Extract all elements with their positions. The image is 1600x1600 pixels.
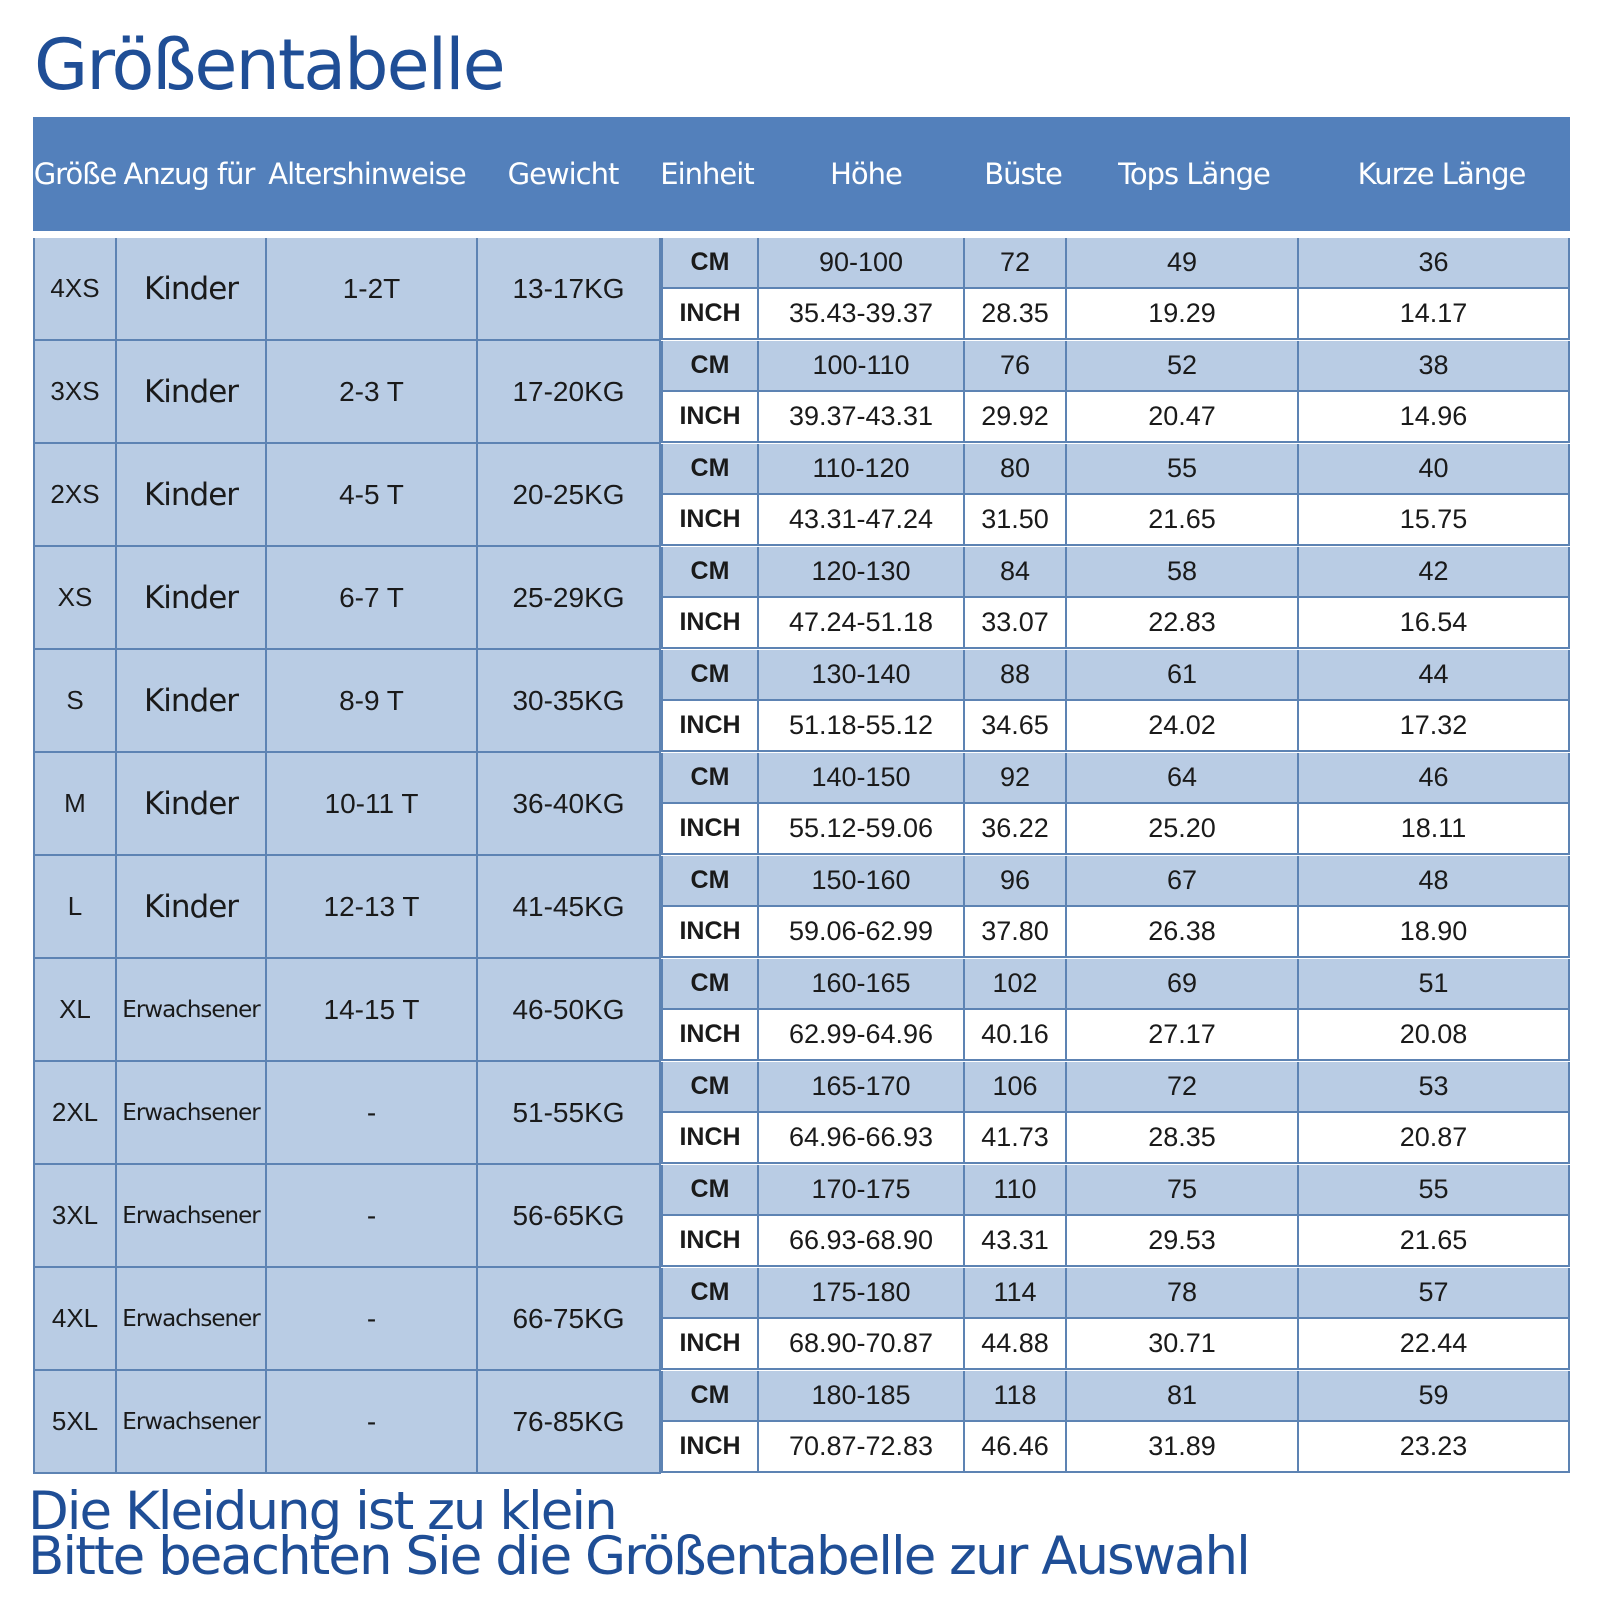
short-length-cell: 51 [1299,959,1570,1010]
weight-cell: 30-35KG [478,650,661,753]
unit-cell: CM [661,1165,759,1216]
tops-length-cell: 19.29 [1067,289,1299,340]
tops-length-cell: 24.02 [1067,701,1299,752]
height-cell: 170-175 [759,1165,965,1216]
short-length-cell: 40 [1299,444,1570,495]
unit-cell: CM [661,1371,759,1422]
height-cell: 160-165 [759,959,965,1010]
inch-subrow [661,1010,1570,1061]
height-cell: 43.31-47.24 [759,495,965,546]
weight-cell: 66-75KG [478,1268,661,1371]
bust-cell: 92 [965,753,1067,804]
suit-cell: Kinder [117,341,267,444]
bust-cell: 41.73 [965,1113,1067,1164]
tops-length-cell: 30.71 [1067,1319,1299,1370]
size-cell: 3XL [33,1165,117,1268]
bust-cell: 33.07 [965,598,1067,649]
height-cell: 51.18-55.12 [759,701,965,752]
cm-subrow [661,753,1570,804]
tops-length-cell: 67 [1067,856,1299,907]
height-cell: 90-100 [759,238,965,289]
short-length-cell: 15.75 [1299,495,1570,546]
tops-length-cell: 26.38 [1067,907,1299,958]
unit-cell: INCH [661,701,759,752]
weight-cell: 17-20KG [478,341,661,444]
age-cell: - [267,1268,478,1371]
height-cell: 59.06-62.99 [759,907,965,958]
bust-cell: 88 [965,650,1067,701]
header-tops-length: Tops Länge [1118,157,1270,191]
cm-subrow [661,1062,1570,1113]
tops-length-cell: 78 [1067,1268,1299,1319]
cm-subrow [661,959,1570,1010]
bust-cell: 72 [965,238,1067,289]
short-length-cell: 23.23 [1299,1422,1570,1473]
short-length-cell: 36 [1299,238,1570,289]
bust-cell: 114 [965,1268,1067,1319]
unit-cell: CM [661,238,759,289]
age-cell: 10-11 T [267,753,478,856]
cm-subrow [661,1165,1570,1216]
tops-length-cell: 22.83 [1067,598,1299,649]
bust-cell: 80 [965,444,1067,495]
short-length-cell: 48 [1299,856,1570,907]
inch-subrow [661,1319,1570,1370]
height-cell: 165-170 [759,1062,965,1113]
height-cell: 39.37-43.31 [759,392,965,443]
bust-cell: 29.92 [965,392,1067,443]
tops-length-cell: 58 [1067,547,1299,598]
short-length-cell: 38 [1299,341,1570,392]
height-cell: 150-160 [759,856,965,907]
suit-cell: Kinder [117,547,267,650]
unit-cell: CM [661,1268,759,1319]
tops-length-cell: 21.65 [1067,495,1299,546]
tops-length-cell: 75 [1067,1165,1299,1216]
bust-cell: 40.16 [965,1010,1067,1061]
height-cell: 100-110 [759,341,965,392]
weight-cell: 25-29KG [478,547,661,650]
cm-subrow [661,650,1570,701]
footer-note-line2: Bitte beachten Sie die Größentabelle zur Auswahl [28,1526,1249,1587]
weight-cell: 20-25KG [478,444,661,547]
header-suit: Anzug für [123,157,255,191]
size-cell: M [33,753,117,856]
unit-cell: INCH [661,1113,759,1164]
short-length-cell: 53 [1299,1062,1570,1113]
height-cell: 35.43-39.37 [759,289,965,340]
height-cell: 64.96-66.93 [759,1113,965,1164]
suit-cell: Kinder [117,444,267,547]
suit-cell: Kinder [117,238,267,341]
cm-subrow [661,444,1570,495]
bust-cell: 36.22 [965,804,1067,855]
unit-cell: INCH [661,289,759,340]
weight-cell: 56-65KG [478,1165,661,1268]
bust-cell: 84 [965,547,1067,598]
table-row [33,1165,1570,1268]
header-short-length: Kurze Länge [1357,157,1526,191]
header-age: Altershinweise [268,157,466,191]
age-cell: 1-2T [267,238,478,341]
height-cell: 66.93-68.90 [759,1216,965,1267]
tops-length-cell: 55 [1067,444,1299,495]
short-length-cell: 44 [1299,650,1570,701]
inch-subrow [661,701,1570,752]
age-cell: 4-5 T [267,444,478,547]
tops-length-cell: 29.53 [1067,1216,1299,1267]
cm-subrow [661,238,1570,289]
tops-length-cell: 69 [1067,959,1299,1010]
unit-cell: INCH [661,1319,759,1370]
bust-cell: 118 [965,1371,1067,1422]
height-cell: 68.90-70.87 [759,1319,965,1370]
height-cell: 47.24-51.18 [759,598,965,649]
unit-cell: CM [661,753,759,804]
table-row [33,444,1570,547]
short-length-cell: 55 [1299,1165,1570,1216]
unit-cell: CM [661,547,759,598]
size-cell: L [33,856,117,959]
bust-cell: 28.35 [965,289,1067,340]
size-cell: 2XS [33,444,117,547]
bust-cell: 37.80 [965,907,1067,958]
short-length-cell: 14.96 [1299,392,1570,443]
age-cell: 2-3 T [267,341,478,444]
suit-cell: Kinder [117,650,267,753]
unit-cell: INCH [661,1216,759,1267]
table-row [33,1371,1570,1474]
age-cell: 14-15 T [267,959,478,1062]
bust-cell: 44.88 [965,1319,1067,1370]
bust-cell: 76 [965,341,1067,392]
age-cell: 8-9 T [267,650,478,753]
table-row [33,341,1570,444]
bust-cell: 110 [965,1165,1067,1216]
bust-cell: 31.50 [965,495,1067,546]
tops-length-cell: 52 [1067,341,1299,392]
bust-cell: 106 [965,1062,1067,1113]
short-length-cell: 16.54 [1299,598,1570,649]
short-length-cell: 20.08 [1299,1010,1570,1061]
tops-length-cell: 72 [1067,1062,1299,1113]
short-length-cell: 18.90 [1299,907,1570,958]
unit-cell: CM [661,959,759,1010]
height-cell: 120-130 [759,547,965,598]
table-row [33,753,1570,856]
unit-cell: INCH [661,804,759,855]
age-cell: 6-7 T [267,547,478,650]
tops-length-cell: 61 [1067,650,1299,701]
table-row [33,547,1570,650]
age-cell: - [267,1165,478,1268]
unit-cell: INCH [661,392,759,443]
tops-length-cell: 49 [1067,238,1299,289]
size-cell: 2XL [33,1062,117,1165]
size-cell: 4XL [33,1268,117,1371]
header-weight: Gewicht [507,157,619,191]
height-cell: 62.99-64.96 [759,1010,965,1061]
table-row [33,650,1570,753]
header-unit: Einheit [660,157,754,191]
bust-cell: 43.31 [965,1216,1067,1267]
cm-subrow [661,547,1570,598]
unit-cell: INCH [661,907,759,958]
tops-length-cell: 28.35 [1067,1113,1299,1164]
tops-length-cell: 64 [1067,753,1299,804]
weight-cell: 51-55KG [478,1062,661,1165]
height-cell: 70.87-72.83 [759,1422,965,1473]
table-header [33,117,1570,235]
tops-length-cell: 27.17 [1067,1010,1299,1061]
table-row [33,1062,1570,1165]
bust-cell: 46.46 [965,1422,1067,1473]
inch-subrow [661,1216,1570,1267]
unit-cell: CM [661,650,759,701]
inch-subrow [661,289,1570,340]
tops-length-cell: 31.89 [1067,1422,1299,1473]
short-length-cell: 46 [1299,753,1570,804]
unit-cell: INCH [661,598,759,649]
short-length-cell: 57 [1299,1268,1570,1319]
size-cell: 3XS [33,341,117,444]
short-length-cell: 20.87 [1299,1113,1570,1164]
table-row [33,959,1570,1062]
unit-cell: INCH [661,1422,759,1473]
header-size: Größe [33,157,117,191]
inch-subrow [661,598,1570,649]
unit-cell: CM [661,1062,759,1113]
height-cell: 175-180 [759,1268,965,1319]
weight-cell: 36-40KG [478,753,661,856]
inch-subrow [661,907,1570,958]
size-cell: XS [33,547,117,650]
height-cell: 55.12-59.06 [759,804,965,855]
unit-cell: CM [661,856,759,907]
unit-cell: INCH [661,1010,759,1061]
height-cell: 180-185 [759,1371,965,1422]
cm-subrow [661,1371,1570,1422]
age-cell: - [267,1371,478,1474]
table-row [33,1268,1570,1371]
inch-subrow [661,392,1570,443]
short-length-cell: 14.17 [1299,289,1570,340]
suit-cell: Kinder [117,753,267,856]
inch-subrow [661,1422,1570,1473]
age-cell: - [267,1062,478,1165]
short-length-cell: 42 [1299,547,1570,598]
short-length-cell: 21.65 [1299,1216,1570,1267]
size-cell: S [33,650,117,753]
size-cell: 5XL [33,1371,117,1474]
suit-cell: Erwachsener [117,1165,267,1268]
age-cell: 12-13 T [267,856,478,959]
unit-cell: CM [661,341,759,392]
suit-cell: Kinder [117,856,267,959]
suit-cell: Erwachsener [117,959,267,1062]
inch-subrow [661,495,1570,546]
weight-cell: 13-17KG [478,238,661,341]
weight-cell: 76-85KG [478,1371,661,1474]
bust-cell: 96 [965,856,1067,907]
tops-length-cell: 20.47 [1067,392,1299,443]
short-length-cell: 59 [1299,1371,1570,1422]
tops-length-cell: 25.20 [1067,804,1299,855]
height-cell: 140-150 [759,753,965,804]
header-height: Höhe [830,157,902,191]
short-length-cell: 18.11 [1299,804,1570,855]
short-length-cell: 17.32 [1299,701,1570,752]
footer-note-line1: Die Kleidung ist zu klein [28,1481,616,1542]
weight-cell: 46-50KG [478,959,661,1062]
size-cell: 4XS [33,238,117,341]
size-cell: XL [33,959,117,1062]
height-cell: 130-140 [759,650,965,701]
header-bust: Büste [984,157,1062,191]
weight-cell: 41-45KG [478,856,661,959]
bust-cell: 34.65 [965,701,1067,752]
height-cell: 110-120 [759,444,965,495]
page-title: Größentabelle [34,24,504,106]
cm-subrow [661,341,1570,392]
cm-subrow [661,1268,1570,1319]
suit-cell: Erwachsener [117,1062,267,1165]
table-row [33,856,1570,959]
tops-length-cell: 81 [1067,1371,1299,1422]
table-row [33,238,1570,341]
short-length-cell: 22.44 [1299,1319,1570,1370]
bust-cell: 102 [965,959,1067,1010]
unit-cell: INCH [661,495,759,546]
suit-cell: Erwachsener [117,1371,267,1474]
inch-subrow [661,804,1570,855]
cm-subrow [661,856,1570,907]
unit-cell: CM [661,444,759,495]
suit-cell: Erwachsener [117,1268,267,1371]
inch-subrow [661,1113,1570,1164]
